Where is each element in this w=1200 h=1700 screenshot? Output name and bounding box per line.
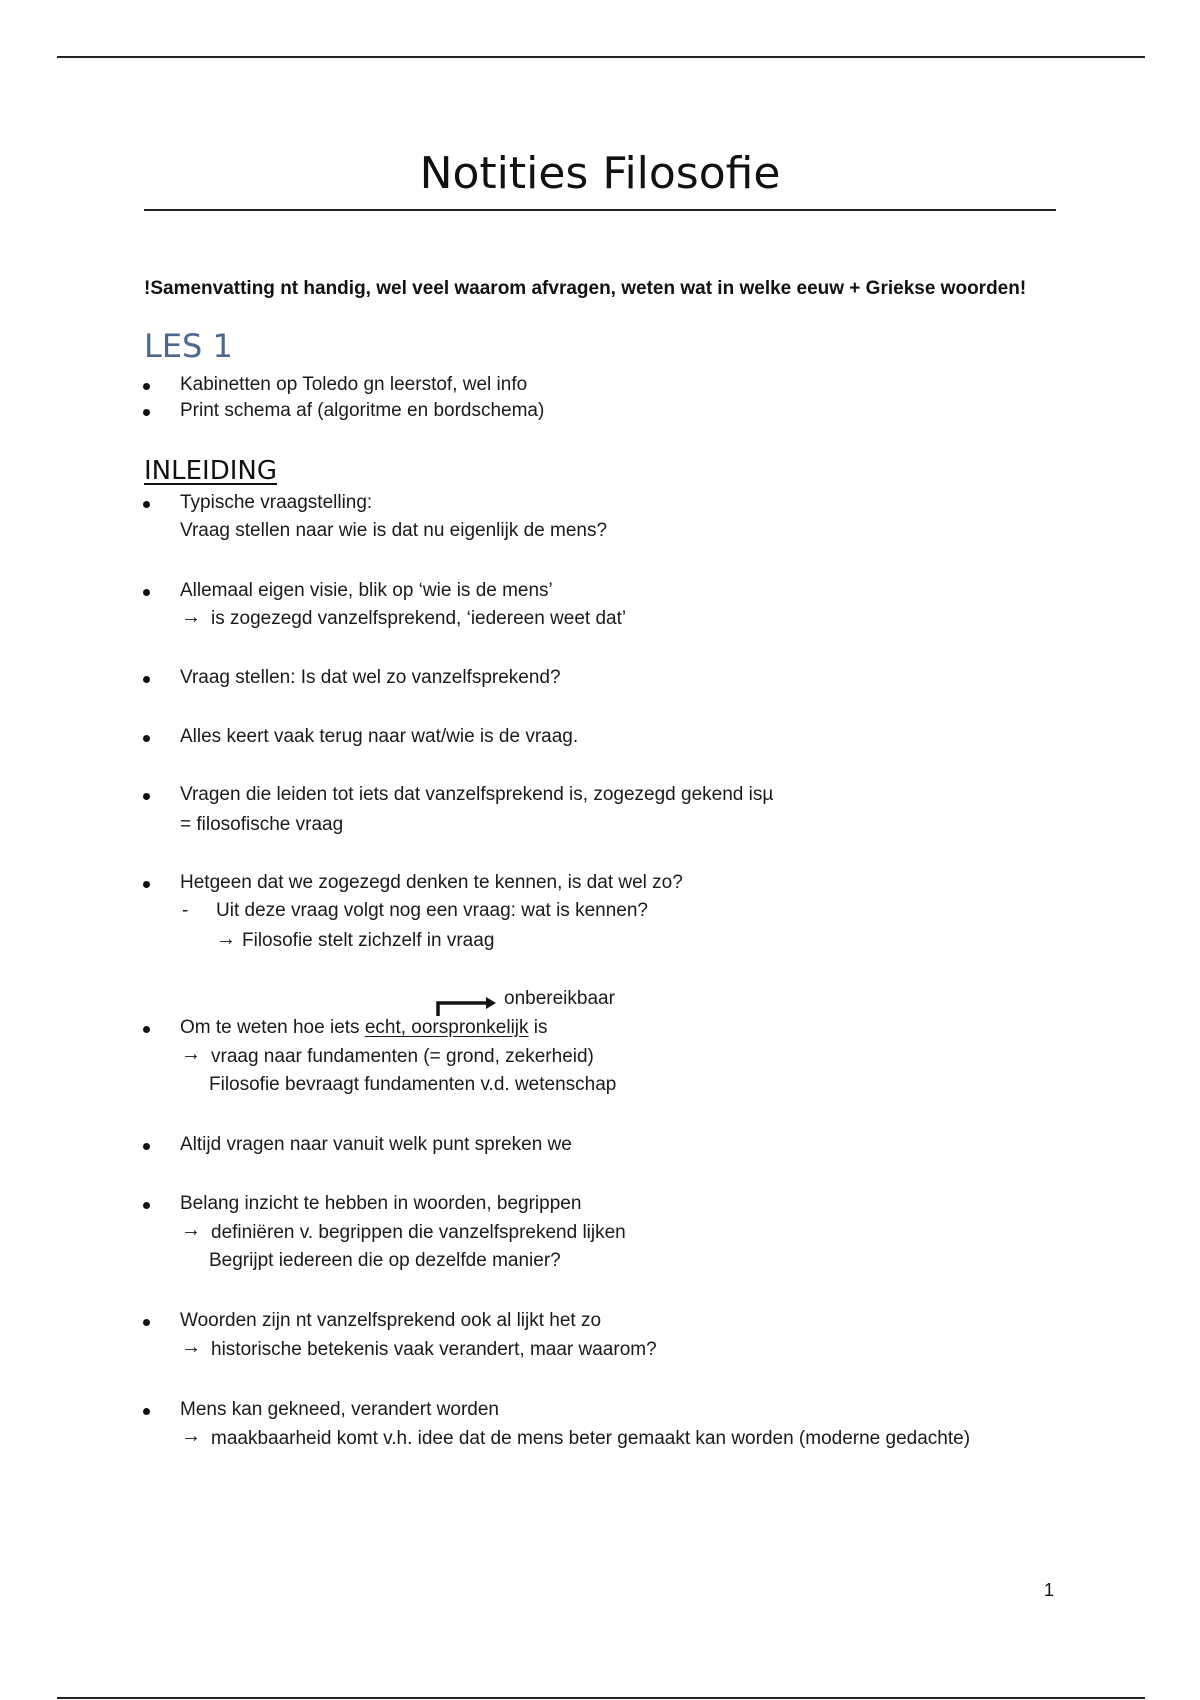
list-item-continuation: Filosofie bevraagt fundamenten v.d. wetenschap <box>209 1074 617 1095</box>
section-heading-les1: LES 1 <box>144 327 233 365</box>
footer-rule <box>57 1697 1145 1699</box>
bullet-icon <box>143 1137 153 1147</box>
header-rule <box>57 56 1145 58</box>
list-item-continuation: vraag naar fundamenten (= grond, zekerheid) <box>211 1046 594 1067</box>
text-run: is <box>528 1017 548 1038</box>
bullet-icon <box>143 495 153 505</box>
bullet-icon <box>143 787 153 797</box>
arrow-right-icon: → <box>181 1425 201 1447</box>
text-run: Om te weten hoe iets <box>180 1017 365 1038</box>
arrow-right-icon: → <box>181 606 201 628</box>
list-item: Allemaal eigen visie, blik op ‘wie is de mens’ <box>180 580 553 601</box>
list-item: Vragen die leiden tot iets dat vanzelfsprekend is, zogezegd gekend isµ <box>180 784 774 805</box>
list-item: Woorden zijn nt vanzelfsprekend ook al lijkt het zo <box>180 1310 602 1331</box>
bullet-icon <box>143 875 153 885</box>
underlined-text: echt, oorspronkelijk <box>364 1017 529 1038</box>
list-item-continuation: Uit deze vraag volgt nog een vraag: wat is kennen? <box>216 900 648 921</box>
list-item-continuation: is zogezegd vanzelfsprekend, ‘iedereen weet dat’ <box>211 608 627 629</box>
list-item: Mens kan gekneed, verandert worden <box>180 1399 499 1420</box>
annotation-label: onbereikbaar <box>504 988 615 1009</box>
les1-item: Kabinetten op Toledo gn leerstof, wel info <box>180 374 528 395</box>
title-underline <box>144 209 1056 211</box>
page-title: Notities Filosofie <box>419 148 781 199</box>
bullet-icon <box>143 670 153 680</box>
list-item-continuation: Filosofie stelt zichzelf in vraag <box>242 930 495 951</box>
arrow-right-icon: → <box>181 1336 201 1358</box>
bullet-icon <box>143 1402 153 1412</box>
bullet-icon <box>143 1313 153 1323</box>
list-item: Altijd vragen naar vanuit welk punt spreken we <box>180 1134 572 1155</box>
list-item: Typische vraagstelling: <box>180 492 373 513</box>
list-item: Alles keert vaak terug naar wat/wie is de vraag. <box>180 726 579 747</box>
bent-arrow-icon <box>434 994 500 1018</box>
list-item-continuation: definiëren v. begrippen die vanzelfsprekend lijken <box>211 1222 626 1243</box>
section-heading-inleiding: INLEIDING <box>144 456 277 486</box>
list-item-continuation: Begrijpt iedereen die op dezelfde manier? <box>209 1250 561 1271</box>
bullet-icon <box>143 583 153 593</box>
list-item: Hetgeen dat we zogezegd denken te kennen, is dat wel zo? <box>180 872 683 893</box>
list-item: Vraag stellen: Is dat wel zo vanzelfsprekend? <box>180 667 561 688</box>
les1-item: Print schema af (algoritme en bordschema) <box>180 400 545 421</box>
list-item-continuation: Vraag stellen naar wie is dat nu eigenlijk de mens? <box>180 520 608 541</box>
page-number: 1 <box>1044 1580 1055 1600</box>
bullet-icon <box>143 1196 153 1206</box>
list-item <box>180 1017 548 1039</box>
dash-marker: - <box>182 900 189 921</box>
list-item: Belang inzicht te hebben in woorden, begrippen <box>180 1193 582 1214</box>
bullet-icon <box>143 1020 153 1030</box>
bullet-icon <box>143 729 153 739</box>
list-item-continuation: = filosofische vraag <box>180 814 344 835</box>
bullet-icon <box>143 377 153 387</box>
arrow-right-icon: → <box>216 928 236 950</box>
bullet-icon <box>143 403 153 413</box>
list-item-continuation: historische betekenis vaak verandert, maar waarom? <box>211 1339 657 1360</box>
list-item-continuation: maakbaarheid komt v.h. idee dat de mens beter gemaakt kan worden (moderne gedachte) <box>211 1428 971 1449</box>
arrow-right-icon: → <box>181 1219 201 1241</box>
arrow-right-icon: → <box>181 1043 201 1065</box>
summary-note: !Samenvatting nt handig, wel veel waarom afvragen, weten wat in welke eeuw + Griekse woorden! <box>144 278 1027 299</box>
